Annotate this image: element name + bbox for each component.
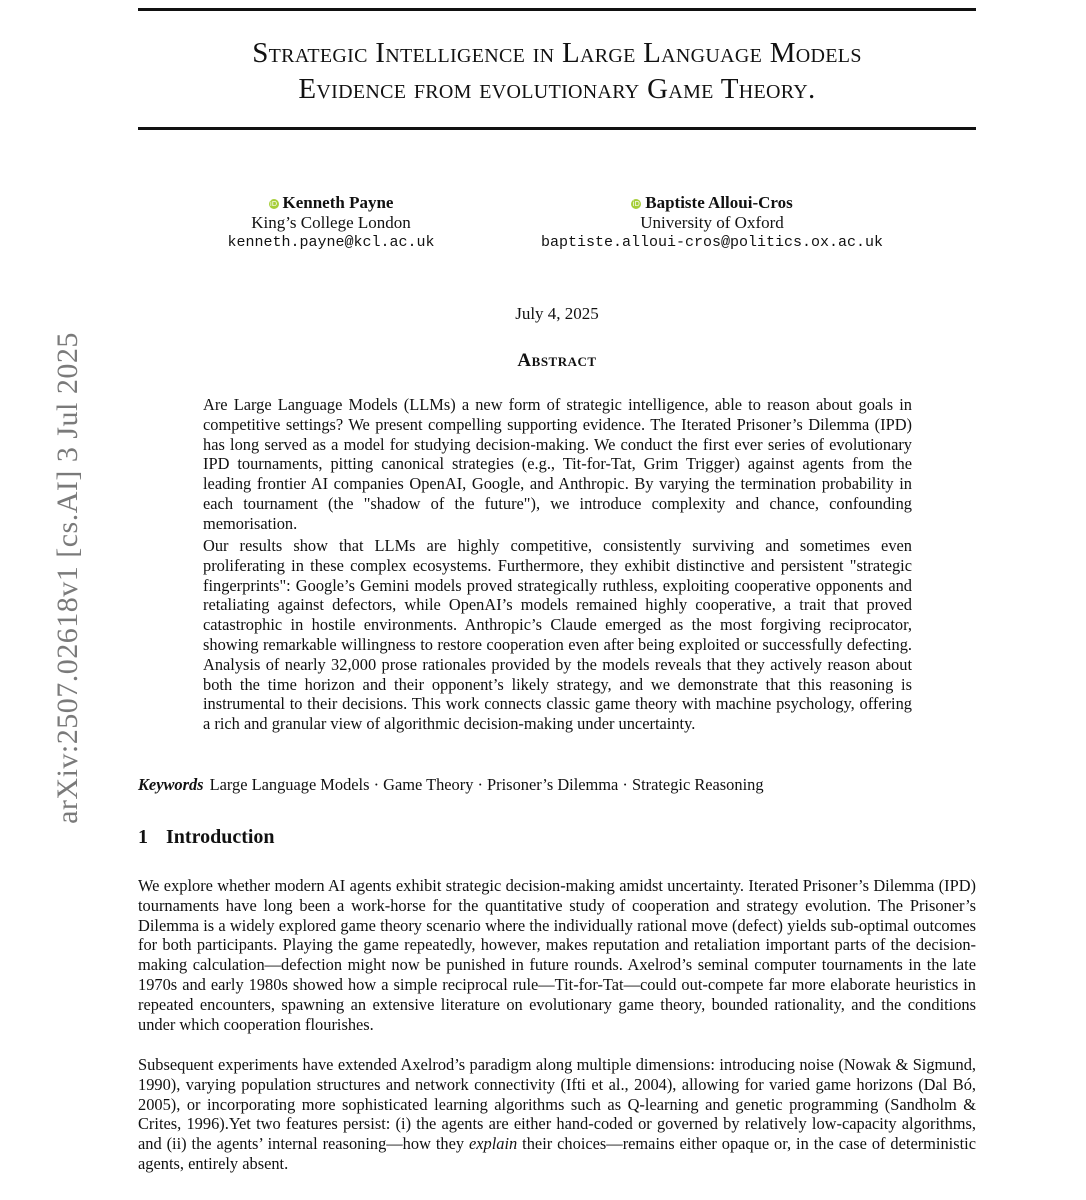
section-heading (138, 826, 275, 849)
author-name: Baptiste Alloui-Cros (645, 193, 793, 212)
author-email[interactable]: baptiste.alloui-cros@politics.ox.ac.uk (540, 234, 884, 251)
paper-date: July 4, 2025 (515, 304, 599, 323)
title-rule-bottom (138, 127, 976, 130)
paper-title-line-2: Evidence from evolutionary Game Theory. (298, 73, 816, 105)
abstract-paragraph: Our results show that LLMs are highly competitive, consistently surviving and sometimes even proliferating in these complex ecosystems. Furthermore, they exhibit distinctive and persistent "strategic fingerprints": Google’s Gemini models proved strategically ruthless, exploiting cooperative opponents and retaliating against defectors, while OpenAI’s models remained highly cooperative, a trait that proved catastrophic in hostile environments. Anthropic’s Claude emerged as the most forgiving reciprocator, showing remarkable willingness to restore cooperation even after being exploited or successfully defecting. Analysis of nearly 32,000 prose rationales provided by the models reveals that they actively reason about both the time horizon and their opponent’s likely strategy, and we demonstrate that this reasoning is instrumental to their decisions. This work connects classic game theory with machine psychology, offering a rich and granular view of algorithmic decision-making under uncertainty. (203, 536, 912, 734)
author-block (502, 193, 922, 253)
emphasis-text: explain (469, 1134, 518, 1154)
section-number: 1 (138, 826, 148, 848)
author-affiliation: University of Oxford (640, 213, 784, 232)
author-name: Kenneth Payne (282, 193, 394, 212)
paper-title-line-1: Strategic Intelligence in Large Language Models (252, 37, 862, 69)
keywords-label: Keywords (138, 775, 204, 794)
orcid-icon[interactable]: iD (632, 200, 640, 208)
paragraph-text: their choices—remains either opaque or, in the case of deterministic agents, entirely absent. (138, 1134, 976, 1173)
arxiv-identifier-stamp: arXiv:2507.02618v1 [cs.AI] 3 Jul 2025 (51, 332, 84, 824)
paragraph-text: Subsequent experiments have extended Axelrod’s paradigm along multiple dimensions: introducing noise (Nowak & Sigmund, 1990), varying population structures and network connectivity (Ifti et al., 2004), allowing for varied game horizons (Dal Bó, 2005), or incorporating more sophisticated learning algorithms such as Q-learning and genetic programming (Sandholm & Crites, 1996).Yet two features persist: (i) the agents are either hand-coded or governed by relatively low-capacity algorithms, and (ii) the agents’ internal reasoning—how they (138, 1055, 976, 1154)
section-title: Introduction (166, 826, 275, 848)
author-email[interactable]: kenneth.payne@kcl.ac.uk (227, 234, 435, 251)
keywords-line (138, 775, 764, 795)
author-block (121, 193, 541, 253)
title-rule-top (138, 8, 976, 11)
body-paragraph: We explore whether modern AI agents exhibit strategic decision-making amidst uncertainty. Iterated Prisoner’s Dilemma (IPD) tournaments have long been a work-horse for the quantitative study of cooperation and strategy evolution. The Prisoner’s Dilemma is a widely explored game theory scenario where the individually rational move (defect) yields sub-optimal outcomes for both participants. Playing the game repeatedly, however, makes reputation and retaliation important parts of the decision-making calculation—defection might now be punished in future rounds. Axelrod’s seminal computer tournaments in the late 1970s and early 1980s showed how a simple reciprocal rule—Tit-for-Tat—could out-compete far more elaborate heuristics in repeated encounters, spawning an extensive literature on evolutionary game theory, bounded rationality, and the conditions under which cooperation flourishes. (138, 876, 976, 1034)
orcid-icon[interactable]: iD (269, 200, 278, 208)
abstract-paragraph: Are Large Language Models (LLMs) a new form of strategic intelligence, able to reason about goals in competitive settings? We present compelling supporting evidence. The Iterated Prisoner’s Dilemma (IPD) has long served as a model for studying decision-making. We conduct the first ever series of evolutionary IPD tournaments, pitting canonical strategies (e.g., Tit-for-Tat, Grim Trigger) against agents from the leading frontier AI companies OpenAI, Google, and Anthropic. By varying the termination probability in each tournament (the "shadow of the future"), we introduce complexity and chance, confounding memorisation. (203, 395, 912, 533)
body-paragraph (138, 1055, 976, 1174)
keywords-list: Large Language Models · Game Theory · Prisoner’s Dilemma · Strategic Reasoning (209, 775, 764, 794)
abstract-heading: Abstract (517, 350, 597, 371)
author-affiliation: King’s College London (251, 213, 411, 232)
